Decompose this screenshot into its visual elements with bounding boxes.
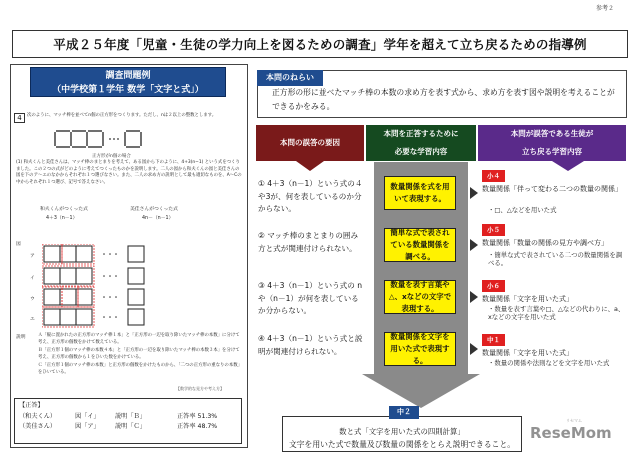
option-e: エ [30, 317, 35, 322]
return-sub-1: ・□、△などを用いた式 [488, 206, 557, 214]
bottom-box [282, 416, 522, 452]
reference-label: 参考２ [596, 5, 615, 12]
answer-figure: 図「ア」 [75, 423, 100, 430]
pointer-arrow-4 [470, 343, 478, 355]
question-part-1: (1) 和夫くんと美佳さんは、マッチ棒のまとまりを考えて、ある図から下のように、4+3(n−1) という式をつくりました。この２つの式がどのように考えてつくったものかを説明します。二人の図から和夫くんの図と美佳さんの図を下のア〜エのなかからそれぞれ１つ選びなさい。また、二人の求め方の説明として最も適切なものを、A〜Cの中からそれぞれ１つ選び、記号で答えなさい。 [16, 160, 242, 185]
answer-rate: 正答率 51.3% [177, 412, 218, 420]
cause-row-2: ② マッチ棒のまとまりの囲み方と式が関連付けられない。 [258, 231, 359, 253]
explanation-c: Ｃ「正方形１個のマッチ棒の本数」と正方形の個数をかけたものから、「二つの正方形の重なりの本数」をひいている。 [38, 363, 240, 375]
grade-tag-2: 小５ [482, 224, 505, 236]
return-sub-4: ・数量の関係や法則などを文字を用いた式 [488, 359, 610, 367]
learning-box-2: 簡単な式で表されている数量関係を調べる。 [384, 228, 456, 262]
option-figures [42, 244, 192, 328]
figure-caption: 正方形がn個の場合 [92, 154, 131, 159]
explanation-label: 説明 [16, 335, 26, 340]
option-i: イ [30, 276, 35, 281]
mika-formula: 4n－（n－1） [142, 216, 174, 221]
bottom-line-1: 数と式「文字を用いた式の四則計算」 [339, 427, 465, 436]
source-note: 【数学的な見方や考え方】 [176, 386, 224, 391]
return-title-2: 数量関係「数量の関係の見方や調べ方」 [482, 239, 608, 247]
bottom-line-2: 文字を用いた式で数量及び数量の関係をとらえ説明できること。 [288, 440, 516, 449]
pointer-arrow-3 [470, 291, 478, 303]
return-header-line2: 立ち戻る学習内容 [522, 147, 582, 156]
cause-row-1: ① 4＋3（n－1）という式の４や3が、何を表しているのか分からない。 [258, 179, 363, 213]
kazuo-label: 和夫くんがつくった式 [40, 207, 88, 212]
bottom-grade-tag: 中２ [389, 406, 419, 419]
answer-figure: 図「イ」 [75, 412, 100, 420]
return-header-line1: 本問が誤答である生徒が [510, 129, 594, 138]
learning-header-line1: 本問を正答するために [383, 129, 459, 138]
return-sub-2: ・簡単な式で表されている二つの数量関係を調べる。 [488, 251, 623, 267]
learning-header-line2: 必要な学習内容 [394, 147, 448, 156]
cause-row-3: ③ 4＋3（n－1）という式の n や（n－1）が何を表しているか分からない。 [258, 281, 363, 315]
answers-box [14, 398, 242, 444]
mika-label: 美佳さんがつくった式 [130, 207, 178, 212]
answer-row [19, 412, 237, 423]
page-title: 平成２５年度「児童・生徒の学力向上を図るための調査」学年を超えて立ち戻るための指導例 [12, 30, 628, 58]
answers-title: 【正答】 [19, 402, 44, 409]
cause-row-4: ④ 4＋3（n－1）という式と説明が関連付けられない。 [258, 334, 363, 356]
grade-tag-3: 小６ [482, 280, 505, 292]
return-header [478, 125, 626, 161]
question-number: 4 [14, 113, 25, 123]
answer-explanation: 説明「Ｂ」 [115, 412, 146, 420]
explanation-a: Ａ「縦に置かれたの正方形のマッチ棒１本」と「正方形の一辺を取り除いたマッチ棒の本数」に分けて考え、正方形の個数をかけて数えている。 [38, 333, 240, 345]
matchstick-figure [52, 128, 172, 150]
answer-rate: 正答率 48.7% [177, 423, 218, 430]
watermark-sub: リセマム [566, 418, 582, 423]
explanation-b: Ｂ「正方形１個のマッチ棒の本数４本」と「正方形の一辺を取り除いたマッチ棒の本数３本」を分けて考え、正方形の個数から１をひいた数をかけている。 [38, 348, 240, 360]
answer-row [19, 422, 237, 433]
answer-name: （美佳さん） [19, 423, 57, 430]
learning-box-1: 数量関係を式を用いて表現する。 [384, 176, 456, 210]
question-intro: 次のように、マッチ棒を並べてn個の正方形をつくります。ただし、nは２以上の整数とします。 [27, 113, 217, 118]
learning-header [366, 125, 476, 161]
return-title-1: 数量関係「伴って変わる二つの数量の関係」 [482, 185, 622, 193]
problem-example-title: 調査問題例 [105, 71, 151, 81]
learning-box-4: 数量関係を文字を用いた式で表現する。 [384, 332, 456, 366]
return-title-3: 数量関係「文字を用いた式」 [482, 295, 573, 303]
pointer-arrow-2 [470, 239, 478, 251]
aim-label: 本問のねらい [257, 70, 323, 86]
return-title-4: 数量関係「文字を用いた式」 [482, 349, 573, 357]
answer-explanation: 説明「Ｃ」 [115, 423, 146, 430]
option-u: ウ [30, 297, 35, 302]
grade-tag-4: 中１ [482, 334, 505, 346]
grade-tag-1: 小４ [482, 170, 505, 182]
learning-box-3: 数量を表す言葉や△、xなどの文字で表現する。 [384, 280, 456, 314]
option-a: ア [30, 254, 35, 259]
figure-label: 図 [16, 242, 21, 247]
aim-text: 正方形の形に並べたマッチ棒の本数の求め方を表す式から、求め方を表す図や説明を考えることができるかをみる。 [272, 88, 615, 111]
watermark-logo: ReseMom [530, 424, 612, 442]
answer-name: （和夫くん） [19, 412, 57, 420]
return-sub-3: ・数量を表す言葉や□、△などの代わりに、a、xなどの文字を用いた式 [488, 305, 625, 321]
problem-example-header [30, 67, 226, 97]
kazuo-formula: 4＋3（n－1） [46, 216, 78, 221]
pointer-arrow-1 [470, 187, 478, 199]
causes-header: 本問の誤答の要因 [256, 125, 364, 161]
problem-example-subject: （中学校第１学年 数学「文字と式」） [52, 85, 204, 95]
